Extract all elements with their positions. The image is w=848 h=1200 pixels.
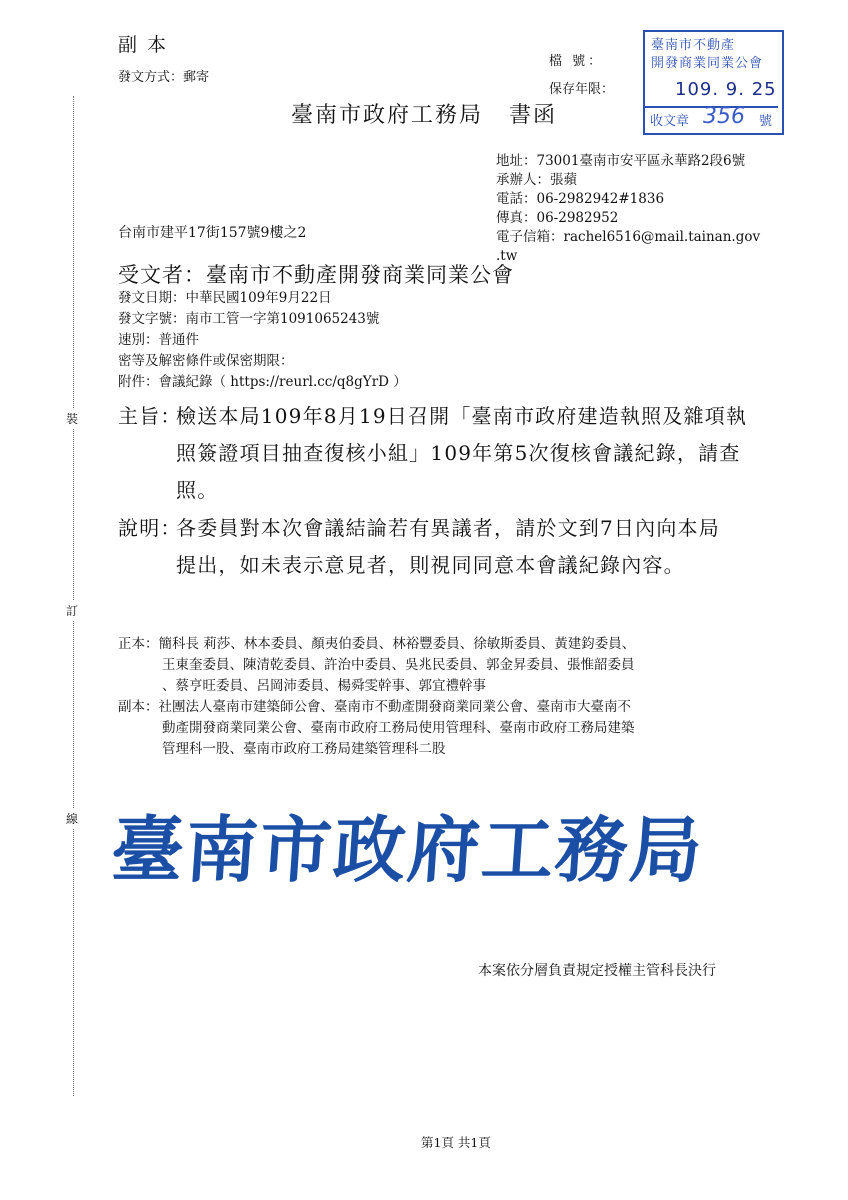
subject-line2: 照簽證項目抽查復核小組」109年第5次復核會議紀錄，請查 [176, 441, 741, 465]
issue-number: 發文字號：南市工管一字第1091065243號 [118, 311, 380, 327]
retention-period-label: 保存年限： [549, 82, 615, 97]
copy-mark: 副 本 [118, 34, 169, 56]
explanation-line2: 提出，如未表示意見者，則視同同意本會議紀錄內容。 [176, 553, 685, 577]
binding-mark-zhuang: 裝 [66, 408, 78, 429]
copy-recipients-label: 副本： [118, 699, 159, 715]
copy-recipients-line3: 管理科一股、臺南市政府工務局建築管理科二股 [162, 741, 446, 757]
copy-recipients-line2: 動產開發商業同業公會、臺南市政府工務局使用管理科、臺南市政府工務局建築 [162, 720, 635, 736]
secrecy: 密等及解密條件或保密期限： [118, 353, 294, 369]
contact-email-cont: .tw [496, 248, 518, 264]
recipient: 受文者：臺南市不動產開發商業同業公會 [118, 263, 514, 287]
mailing-address: 台南市建平17街157號9樓之2 [118, 225, 307, 241]
contact-handler: 承辦人：張蘋 [496, 172, 577, 188]
document-title [291, 98, 557, 129]
stamp-number-handwritten: 356 [703, 104, 745, 129]
document-meta [118, 288, 407, 393]
binding-mark-ding: 訂 [66, 600, 78, 621]
official-seal: 臺南市政府工務局 [108, 808, 707, 892]
page-footer: 第1頁 共1頁 [421, 1135, 491, 1150]
contact-fax: 傳真：06-2982952 [496, 210, 619, 226]
urgency: 速別：普通件 [118, 332, 199, 348]
stamp-org-line1: 臺南市不動產 [651, 38, 736, 53]
stamp-number-row [645, 106, 778, 131]
send-method: 發文方式：郵寄 [118, 70, 210, 85]
binding-margin-line [73, 96, 74, 1096]
explanation-section [118, 510, 720, 584]
subject-line1: 檢送本局109年8月19日召開「臺南市政府建造執照及雜項執 [176, 404, 748, 428]
main-recipients-line2: 王東奎委員、陳清乾委員、許治中委員、吳兆民委員、郭金昇委員、張惟韶委員 [162, 657, 635, 673]
binding-mark-xian: 線 [66, 808, 78, 829]
subject-section [118, 398, 747, 509]
stamp-number-suffix: 號 [759, 114, 773, 129]
copy-recipients-line1: 社團法人臺南市建築師公會、臺南市不動產開發商業同業公會、臺南市大臺南不 [158, 699, 631, 715]
contact-block [496, 152, 760, 266]
explanation-label: 說明： [118, 516, 182, 540]
subject-line3: 照。 [176, 478, 219, 502]
received-stamp [643, 30, 784, 135]
subject-label: 主旨： [118, 404, 182, 428]
authority-note: 本案依分層負責規定授權主管科長決行 [478, 963, 716, 979]
main-recipients-line3: 、蔡亨旺委員、呂岡沛委員、楊舜雯幹事、郭宜禮幹事 [162, 678, 486, 694]
stamp-date: 109. 9. 25 [675, 79, 777, 100]
contact-phone: 電話：06-2982942#1836 [496, 191, 665, 207]
contact-address: 地址：73001臺南市安平區永華路2段6號 [496, 153, 746, 169]
attachment: 附件：會議紀錄（ https://reurl.cc/q8gYrD ） [118, 374, 407, 390]
stamp-number-label: 收文章 [650, 114, 690, 129]
main-recipients-line1: 簡科長 莉莎、林本委員、顏夷伯委員、林裕豐委員、徐敏斯委員、黃建鈞委員、 [158, 636, 636, 652]
contact-email: 電子信箱：rachel6516@mail.tainan.gov [496, 229, 761, 245]
file-number-label: 檔 號： [549, 54, 605, 69]
distribution-list [118, 634, 635, 760]
main-recipients-label: 正本： [118, 636, 159, 652]
issue-date: 發文日期：中華民國109年9月22日 [118, 290, 332, 306]
title-agency: 臺南市政府工務局 [291, 103, 484, 128]
explanation-line1: 各委員對本次會議結論若有異議者，請於文到7日內向本局 [176, 516, 720, 540]
title-doc-type: 書函 [509, 103, 558, 128]
stamp-org-line2: 開發商業同業公會 [651, 56, 764, 71]
